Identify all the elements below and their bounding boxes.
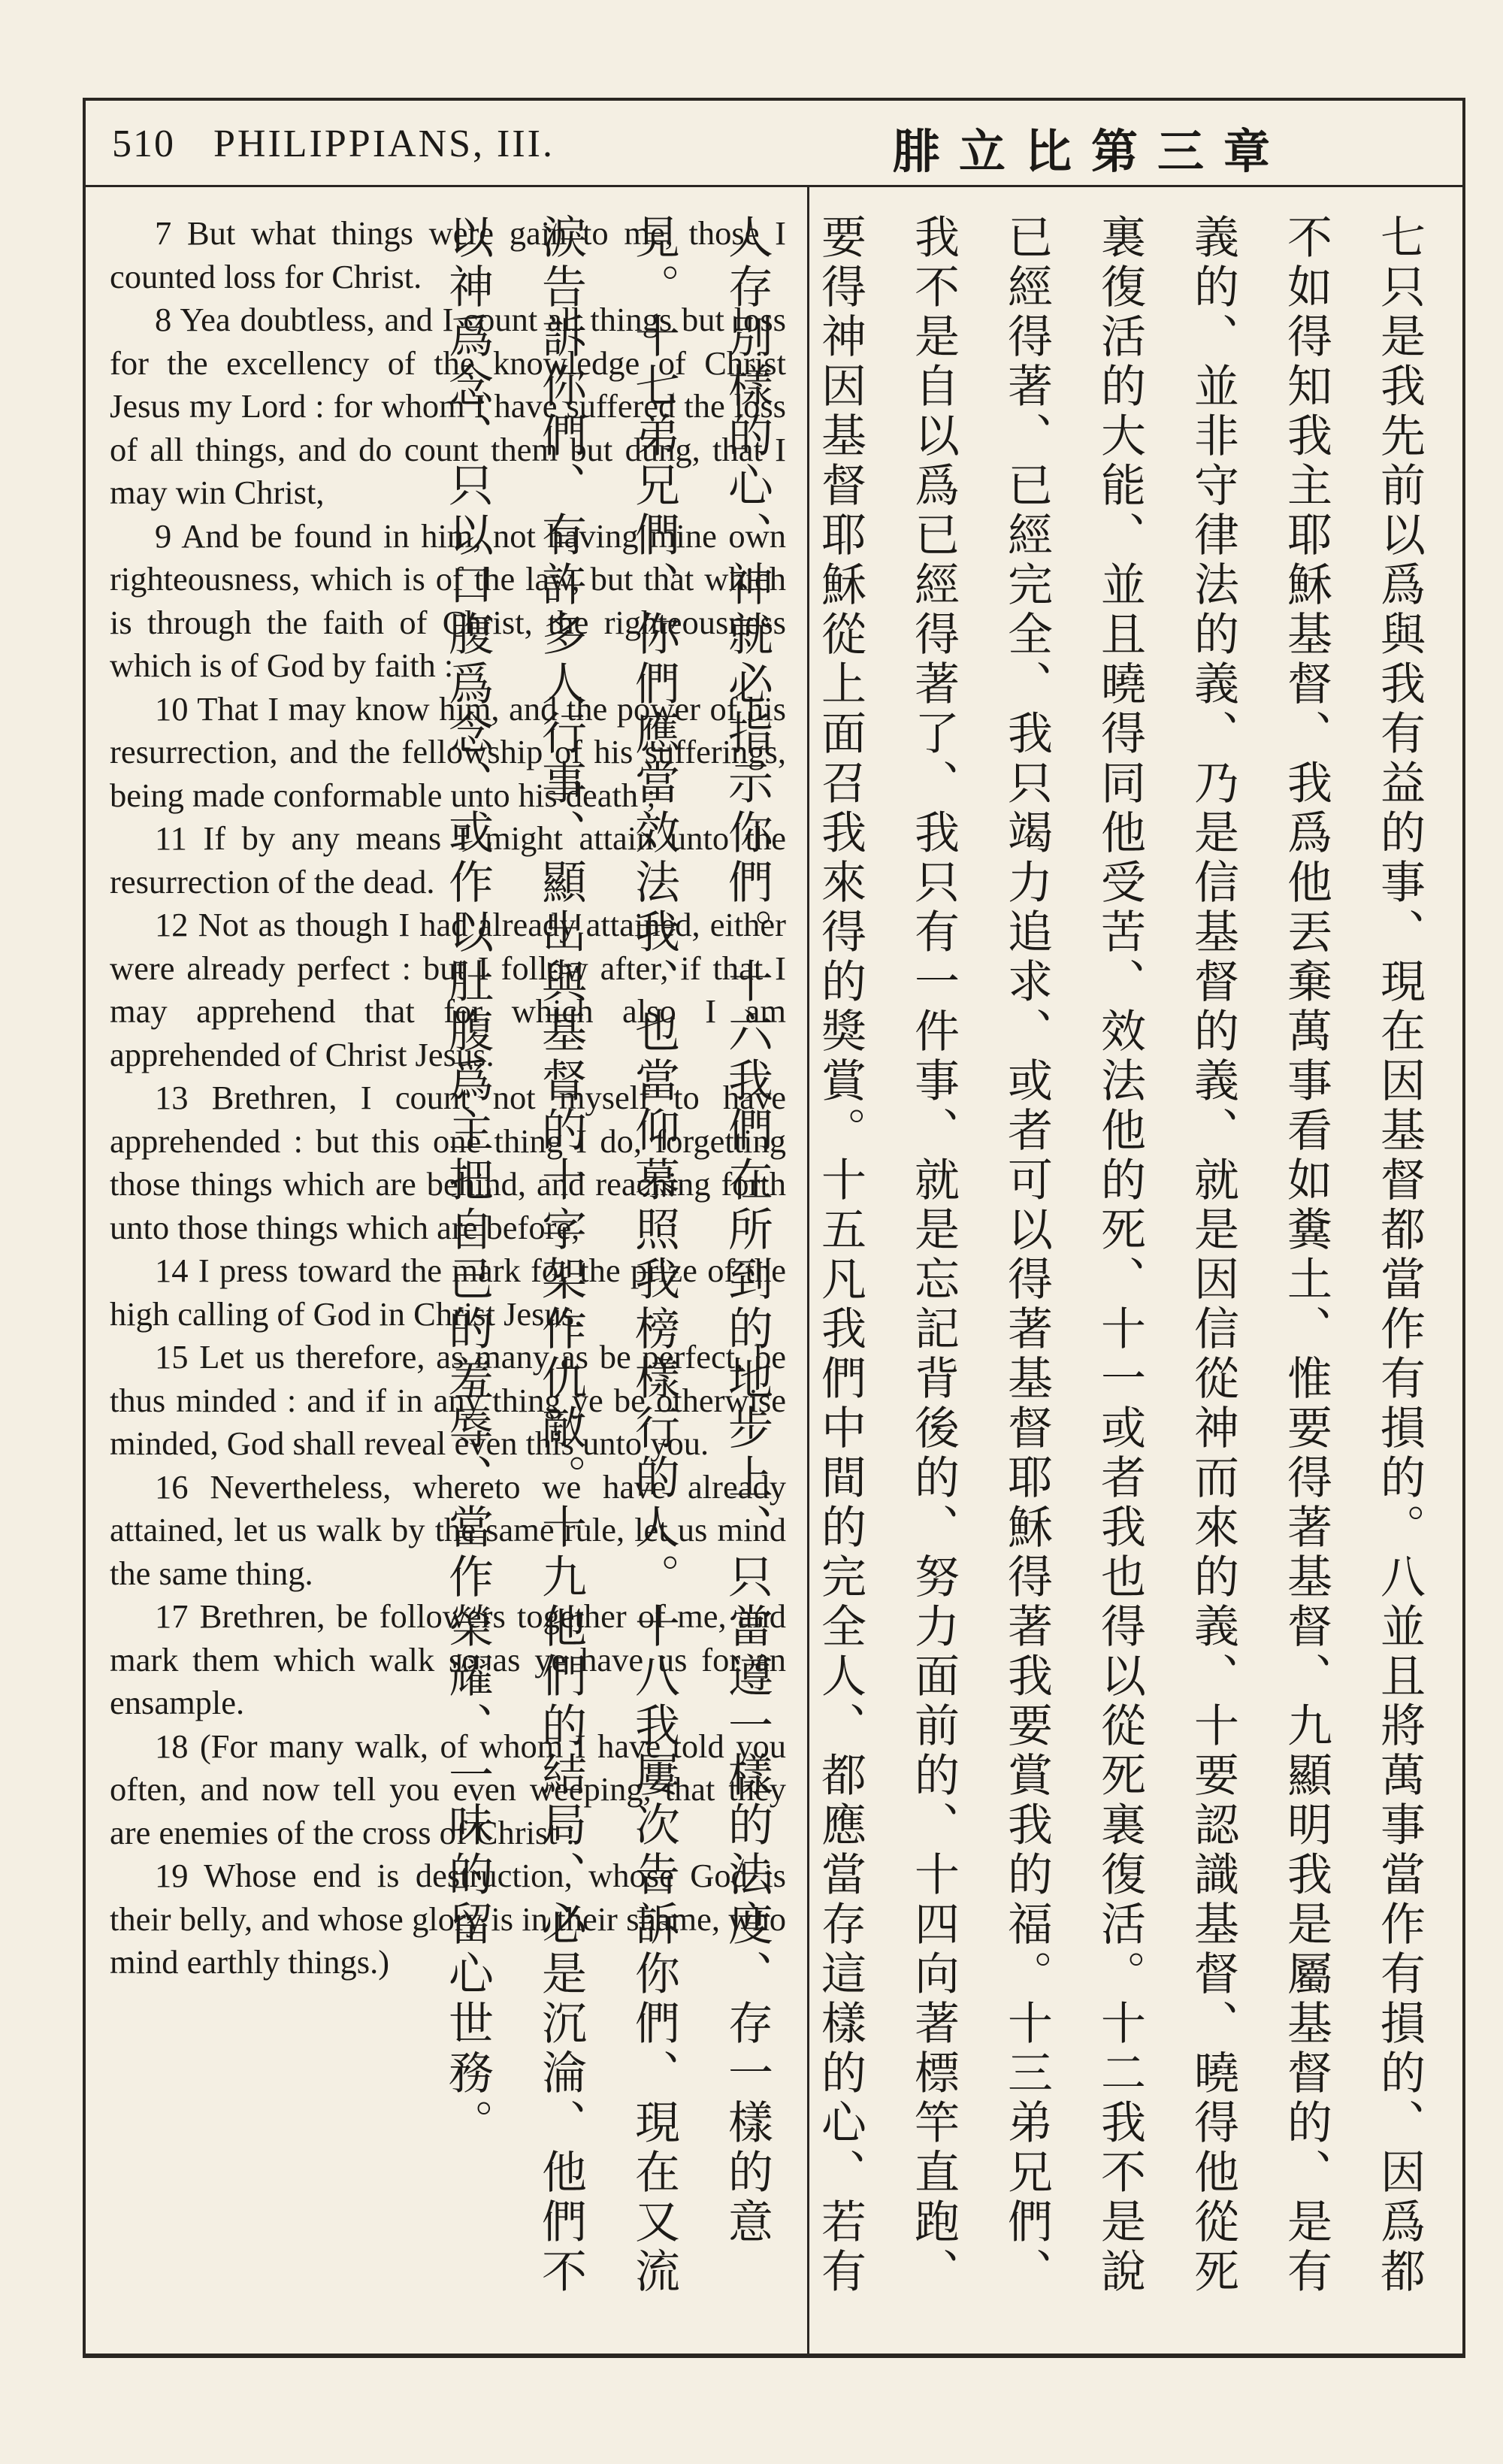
page-number: 510 (112, 123, 175, 165)
chinese-text: 七只是我先前以爲與我有益的事、現在因基督都當作有損的。八並且將萬事當作有損的、因爲都不如得知我主耶穌基督、我爲他丟棄萬事看如糞土、惟要得著基督、九顯明我是屬基督的、是有義的、並非守律法的義、乃是信基督的義、就是因信從神而來的義、十要認識基督、曉得他從死裏復活的大能、並且曉得同他受苦、效法他的死、十一或者我也得以從死裏復活。十二我不是說已經得著、已經完全、我只竭力追求、或者可以得著基督耶穌得著我要賞我的福。十三弟兄們、我不是自以爲已經得著了、我只有一件事、就是忘記背後的、努力面前的、十四向著標竿直跑、要得神因基督耶穌從上面召我來得的獎賞。十五凡我們中間的完全人、都應當存這樣的心、若有人存別樣的心、神就必指示你們。十六我們在所到的地步上、只當遵一樣的法度、存一樣的意見。十七弟兄們、你們應當效法我、也當仰慕照我榜樣行的人。十八我屢次告訴你們、現在又流淚告訴你們、有許多人行事、顯出與基督的十字架作仇敵。十九他們的結局、必是沉淪、他們不以神爲念、只以口腹爲念、或作以肚腹爲主把自己的羞辱、當作榮耀、一味的留心世務。 (441, 213, 1426, 2297)
verse-19: 19 Whose end is destruction, whose God is their belly, and whose glory is in their shame, who mind earthly things.) (110, 1857, 786, 1981)
verse-18: 18 (For many walk, of whom I have told you often, and now tell you even weeping, that they are enemies of the cross of Christ : (110, 1727, 786, 1851)
verse-12: 12 Not as though I had already attained, either were already perfect : but I follow after, if that I may apprehend that for which also I am apprehended of Christ Jesus. (110, 906, 786, 1073)
verse-9: 9 And be found in him, not having mine own righteousness, which is of the law, but that which is through the faith of Christ, the righteousness which is of God by faith : (110, 516, 786, 684)
verse-16: 16 Nevertheless, whereto we have already attained, let us walk by the same rule, let us mind the same thing. (110, 1467, 786, 1592)
page-frame (83, 98, 1465, 2357)
verse-7: 7 But what things were gain to me, those I counted loss for Christ. (110, 214, 786, 295)
chinese-chapter-title: 腓立比第三章 (892, 124, 1290, 179)
verse-11: 11 If by any means I might attain unto the resurrection of the dead. (110, 819, 786, 901)
verse-13: 13 Brethren, I count not myself to have apprehended : but this one thing I do, forgetting those things which are behind, and reaching forth unto those things which are before, (110, 1079, 786, 1246)
page-header (86, 101, 1462, 187)
verse-17: 17 Brethren, be followers together of me, and mark them which walk so as ye have us for an ensample. (110, 1597, 786, 1721)
verse-14: 14 I press toward the mark for the prize of the high calling of God in Christ Jesus. (110, 1252, 786, 1333)
verse-8: 8 Yea doubtless, and I count all things but loss for the excellency of the knowledge of Christ Jesus my Lord : for whom I have suffered the loss of all things, and do count them but dung, that I may win Christ, (110, 301, 786, 511)
running-title: PHILIPPIANS, III. (213, 123, 555, 165)
verse-15: 15 Let us therefore, as many as be perfect, be thus minded : and if in any thing ye be otherwise minded, God shall reveal even this unto you. (110, 1338, 786, 1462)
bottom-rule (83, 2357, 1465, 2358)
verse-10: 10 That I may know him, and the power of his resurrection, and the fellowship of his sufferings, being made conformable unto his death ; (110, 689, 786, 814)
